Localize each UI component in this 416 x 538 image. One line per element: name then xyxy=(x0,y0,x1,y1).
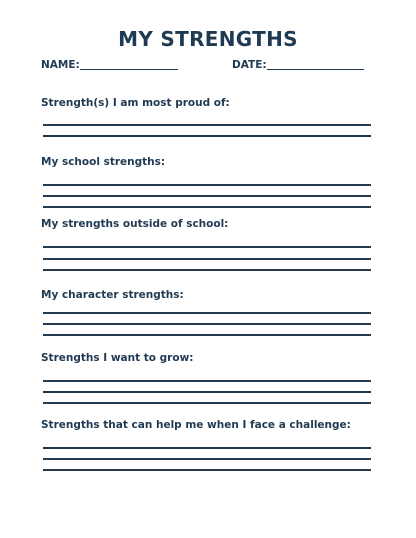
prompt-outside-school-strengths: My strengths outside of school: xyxy=(41,218,229,230)
answer-line[interactable] xyxy=(43,391,371,393)
answer-line[interactable] xyxy=(43,124,371,126)
prompt-challenge-strengths: Strengths that can help me when I face a challenge: xyxy=(41,419,351,431)
answer-line[interactable] xyxy=(43,380,371,382)
answer-line[interactable] xyxy=(43,312,371,314)
answer-line[interactable] xyxy=(43,195,371,197)
name-field[interactable] xyxy=(80,69,178,70)
answer-line[interactable] xyxy=(43,184,371,186)
answer-line[interactable] xyxy=(43,135,371,137)
prompt-proud-strengths: Strength(s) I am most proud of: xyxy=(41,97,230,109)
answer-line[interactable] xyxy=(43,323,371,325)
answer-line[interactable] xyxy=(43,458,371,460)
answer-line[interactable] xyxy=(43,447,371,449)
answer-line[interactable] xyxy=(43,469,371,471)
date-label: DATE: xyxy=(232,59,267,71)
answer-line[interactable] xyxy=(43,206,371,208)
answer-line[interactable] xyxy=(43,258,371,260)
date-field[interactable] xyxy=(267,69,364,70)
answer-line[interactable] xyxy=(43,402,371,404)
answer-line[interactable] xyxy=(43,246,371,248)
prompt-grow-strengths: Strengths I want to grow: xyxy=(41,352,194,364)
prompt-character-strengths: My character strengths: xyxy=(41,289,184,301)
answer-line[interactable] xyxy=(43,269,371,271)
prompt-school-strengths: My school strengths: xyxy=(41,156,166,168)
answer-line[interactable] xyxy=(43,334,371,336)
page-title: MY STRENGTHS xyxy=(118,27,298,51)
name-label: NAME: xyxy=(41,59,80,71)
